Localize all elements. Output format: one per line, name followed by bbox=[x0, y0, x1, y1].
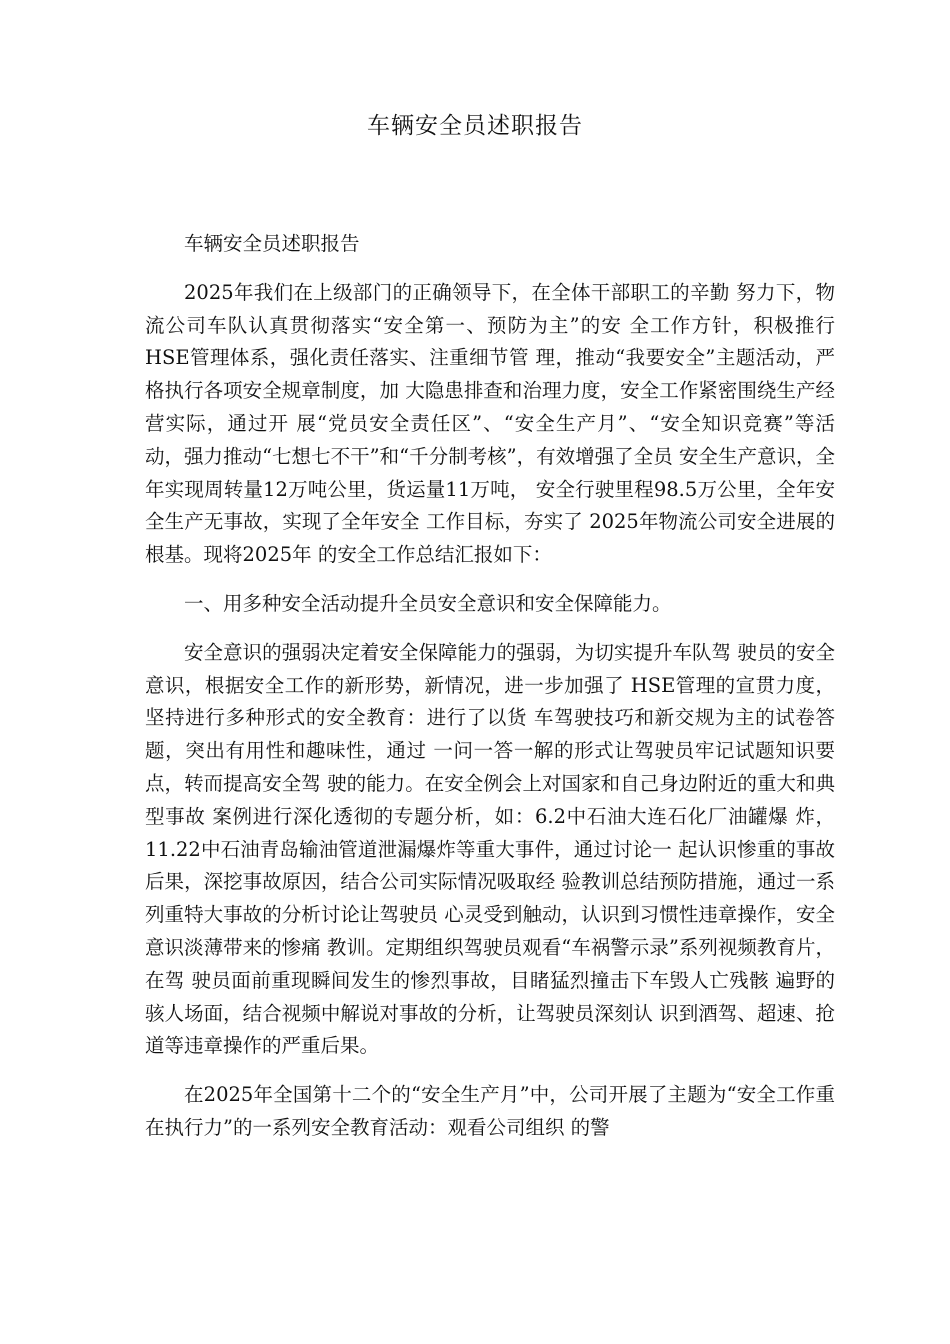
document-subtitle: 车辆安全员述职报告 bbox=[184, 232, 360, 255]
section-paragraph-2: 在2025年全国第十二个的“安全生产月”中，公司开展了主题为“安全工作重在执行力”的一系列安全教育活动：观看公司组织 的警 bbox=[145, 1083, 835, 1139]
section-paragraph-1: 安全意识的强弱决定着安全保障能力的强弱，为切实提升车队驾 驶员的安全意识，根据安全工作的新形势，新情况，进一步加强了 HSE管理的宣贯力度，坚持进行多种形式的安全教育：进行了以货 车驾驶技巧和新交规为主的试卷答题，突出有用性和趣味性，通过 一问一答一解的形式让驾驶员牢记试题知识要点，转而提高安全驾 驶的能力。在安全例会上对国家和自己身边附近的重大和典型事故 案例进行深化透彻的专题分析，如：6.2中石油大连石化厂油罐爆 炸，11.22中石油青岛输油管道泄漏爆炸等重大事件，通过讨论一 起认识惨重的事故后果，深挖事故原因，结合公司实际情况吸取经 验教训总结预防措施，通过一系列重特大事故的分析讨论让驾驶员 心灵受到触动，认识到习惯性违章操作，安全意识淡薄带来的惨痛 教训。定期组织驾驶员观看“车祸警示录”系列视频教育片，在驾 驶员面前重现瞬间发生的惨烈事故，目睹猛烈撞击下车毁人亡残骸 遍野的骇人场面，结合视频中解说对事故的分析，让驾驶员深刻认 识到酒驾、超速、抢道等违章操作的严重后果。 bbox=[145, 640, 835, 1058]
document-body bbox=[145, 228, 835, 1161]
section-heading: 一、用多种安全活动提升全员安全意识和安全保障能力。 bbox=[184, 591, 672, 615]
intro-paragraph: 2025年我们在上级部门的正确领导下，在全体干部职工的辛勤 努力下，物流公司车队认真贯彻落实“安全第一、预防为主”的安 全工作方针，积极推行HSE管理体系，强化责任落实、注重细节管 理，推动“我要安全”主题活动，严格执行各项安全规章制度，加 大隐患排查和治理力度，安全工作紧密围绕生产经营实际，通过开 展“党员安全责任区”、“安全生产月”、“安全知识竞赛”等活 动，强力推动“七想七不干”和“千分制考核”，有效增强了全员 安全生产意识，全年实现周转量12万吨公里，货运量11万吨， 安全行驶里程98.5万公里，全年安全生产无事故，实现了全年安全 工作目标，夯实了 2025年物流公司安全进展的根基。现将2025年 的安全工作总结汇报如下： bbox=[145, 280, 835, 567]
document-title: 车辆安全员述职报告 bbox=[367, 113, 583, 139]
